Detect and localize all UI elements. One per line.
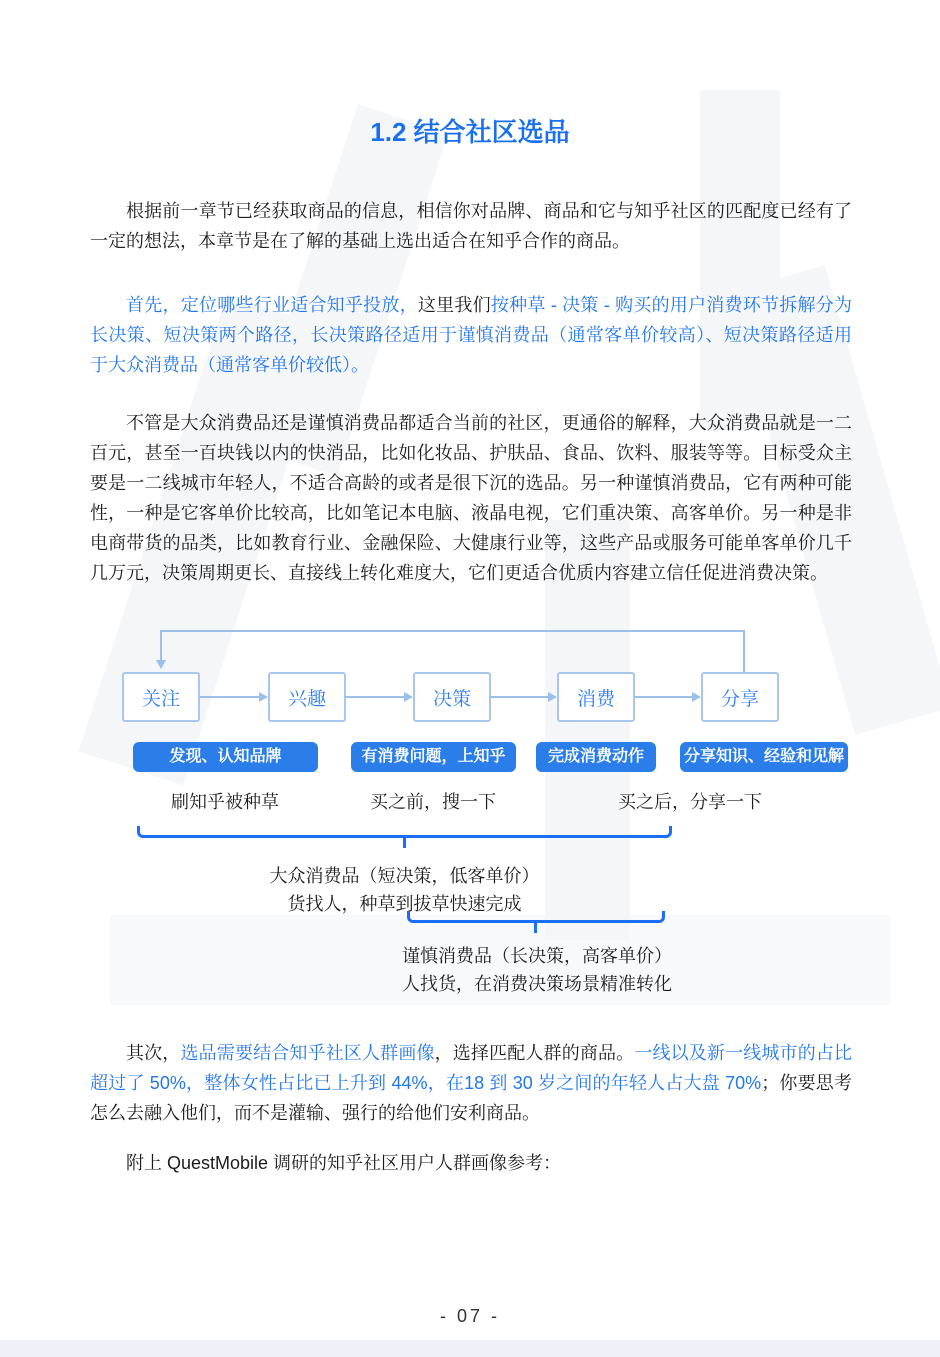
caption-share-after-buy <box>580 788 800 814</box>
section-title: 1.2 结合社区选品 <box>370 117 570 147</box>
body-text: 不管是大众消费品还是谨慎消费品都适合当前的社区，更通俗的解释，大众消费品就是一二百元，甚至一百块钱以内的快消品，比如化妆品、护肤品、食品、饮料、服装等等。目标受众主要是一二线城市年轻人，不适合高龄的或者是很下沉的选品。另一种谨慎消费品，它有两种可能性，一种是它客单价比较高，比如笔记本电脑、液晶电视，它们重决策、高客单价。另一种是非电商带货的品类，比如教育行业、金融保险、大健康行业等，这些产品或服务可能单客单价几千几万元，决策周期更长、直接线上转化难度大，它们更适合优质内容建立信任促进消费决策。 <box>90 413 852 583</box>
paragraph-first-point <box>90 290 852 380</box>
funnel-step-interest <box>268 672 346 722</box>
body-text: 其次， <box>126 1043 181 1063</box>
brace-popular-line2: 货找人，种草到拔草快速完成 <box>287 894 522 914</box>
paragraph-intro <box>90 196 852 256</box>
pill-label: 完成消费动作 <box>547 748 644 765</box>
connector-line <box>489 696 548 698</box>
funnel-step-decision <box>413 672 491 722</box>
pill-question-zhihu <box>351 742 516 772</box>
connector-line <box>634 696 692 698</box>
brace-popular-text <box>137 862 672 918</box>
pill-label: 分享知识、经验和见解 <box>683 748 844 765</box>
pill-label: 发现、认知品牌 <box>169 748 282 765</box>
caption-label: 买之后，分享一下 <box>618 792 762 812</box>
brace-popular-tick <box>403 836 406 848</box>
paragraph-second-point <box>90 1038 852 1128</box>
connector-line <box>345 696 404 698</box>
highlight-text: 按种草 - 决策 - 购买的用户消费环节拆解分为长决策、短决策两个路径，长决策路径适用于谨慎消费品（通常客单价较高）、短决策路径适用于大众消费品（通常客单价较低）。 <box>90 295 853 375</box>
pill-label: 有消费问题，上知乎 <box>361 748 506 765</box>
body-text: ，选择匹配人群的商品。 <box>434 1043 635 1063</box>
page-number: - 07 - <box>439 1306 500 1326</box>
pill-discover-brand <box>133 742 318 772</box>
pill-share-knowledge <box>680 742 848 772</box>
arrow-right-icon <box>548 692 557 702</box>
caption-label: 买之前，搜一下 <box>370 792 496 812</box>
arrow-right-icon <box>259 692 268 702</box>
funnel-step-label: 分享 <box>720 688 759 710</box>
body-text: 这里我们 <box>417 295 491 315</box>
funnel-step-consume <box>557 672 635 722</box>
highlight-text: 首先，定位哪些行业适合知乎投放， <box>126 295 418 315</box>
brace-cautious-line1: 谨慎消费品（长决策，高客单价） <box>402 946 672 966</box>
caption-seeded <box>115 788 335 814</box>
brace-cautious-tick <box>534 921 537 933</box>
body-text: 根据前一章节已经获取商品的信息，相信你对品牌、商品和它与知乎社区的匹配度已经有了一定的想法，本章节是在了解的基础上选出适合在知乎合作的商品。 <box>90 201 852 251</box>
paragraph-explanation <box>90 408 852 588</box>
highlight-text: 一线以及新一线城市的占比超过了 50%，整体女性占比已上升到 44%，在18 到 30 岁之间的年轻人占大盘 70% <box>90 1043 853 1093</box>
funnel-step-label: 关注 <box>141 688 180 710</box>
brace-popular-line1: 大众消费品（短决策，低客单价） <box>269 866 540 886</box>
caption-search-before-buy <box>323 788 543 814</box>
body-text: ；你要思考怎么去融入他们，而不是灌输、强行的给他们安利商品。 <box>90 1073 853 1123</box>
caption-label: 刷知乎被种草 <box>171 792 279 812</box>
brace-cautious-line2: 人找货，在消费决策场景精准转化 <box>402 974 672 994</box>
loop-line-right <box>743 630 745 672</box>
loop-line-left <box>160 630 162 662</box>
arrow-right-icon <box>692 692 701 702</box>
funnel-step-follow <box>122 672 200 722</box>
body-text: 附上 QuestMobile 调研的知乎社区用户人群画像参考： <box>126 1153 562 1173</box>
funnel-step-label: 决策 <box>432 688 471 710</box>
connector-line <box>200 696 259 698</box>
pill-complete-action <box>536 742 656 772</box>
funnel-step-label: 兴趣 <box>287 688 326 710</box>
loop-line-top <box>160 630 745 632</box>
brace-cautious-text <box>307 942 767 998</box>
arrow-right-icon <box>404 692 413 702</box>
page-bottom-strip <box>0 1340 940 1357</box>
highlight-text: 选品需要结合知乎社区人群画像 <box>180 1043 435 1063</box>
funnel-step-share <box>701 672 779 722</box>
funnel-step-label: 消费 <box>576 688 615 710</box>
paragraph-questmobile <box>90 1148 852 1178</box>
arrow-down-icon <box>156 660 166 669</box>
